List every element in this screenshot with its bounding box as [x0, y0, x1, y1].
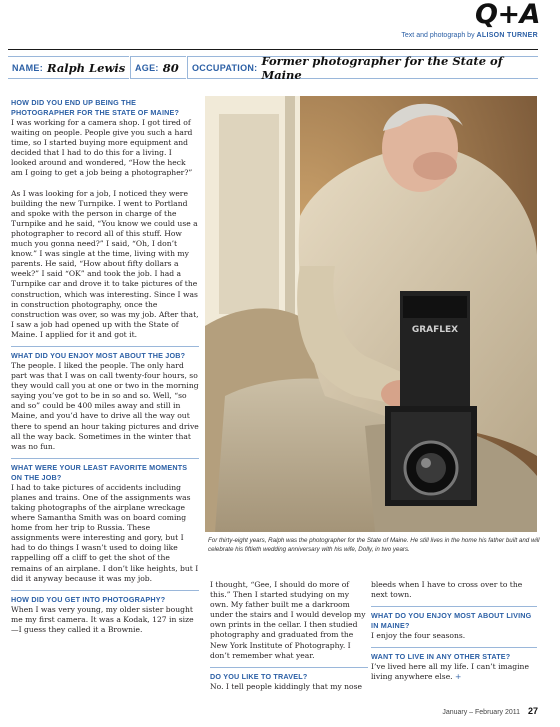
question-heading: HOW DID YOU GET INTO PHOTOGRAPHY?	[11, 594, 166, 604]
answer-paragraph: When I was very young, my older sister bought me my first camera. It was a Kodak, 127 in size—I guess they called it a Brownie.	[11, 604, 194, 634]
question-heading: HOW DID YOU END UP BEING THE PHOTOGRAPHER FOR THE STATE OF MAINE?	[11, 98, 180, 117]
answer-text: I’ve lived here all my life. I can’t imagine living anywhere else.	[371, 662, 529, 682]
right-column	[371, 580, 537, 692]
occupation-label: OCCUPATION:	[192, 62, 258, 73]
answer-paragraph: I had to take pictures of accidents including planes and trains. One of the assignments was taking photographs of the airplane wreckage where Samantha Smith was on board coming home from her trip to Russia. These assignments were interesting and gory, but I had to do things I wasn’t used to doing like rappelling off a cliff to get the shot of the remains of an airplane. I don’t like heights, but I did it anyway because it was my job.	[11, 482, 199, 583]
question-heading: WHAT WERE YOUR LEAST FAVORITE MOMENTS ON THE JOB?	[11, 462, 188, 482]
age-field	[131, 56, 186, 79]
divider	[11, 590, 199, 591]
end-mark-icon: +	[455, 672, 462, 682]
divider	[371, 647, 537, 648]
answer-paragraph: I enjoy the four seasons.	[371, 631, 466, 641]
name-value: Ralph Lewis	[47, 60, 126, 75]
divider	[210, 667, 368, 668]
answer-paragraph	[371, 662, 537, 682]
portrait-photo	[205, 96, 537, 532]
camera-brand-label: GRAFLEX	[411, 325, 459, 335]
photo-credit	[401, 32, 538, 39]
section-title: Q+A	[475, 0, 540, 30]
left-column	[11, 98, 199, 645]
age-label: AGE:	[135, 62, 159, 73]
issue-date: January – February 2011	[442, 709, 521, 716]
divider	[371, 606, 537, 607]
question-heading: DO YOU LIKE TO TRAVEL?	[210, 671, 308, 681]
divider	[11, 346, 199, 347]
photo-caption: For thirty-eight years, Ralph was the photographer for the State of Maine. He still lives in the home his father built and will celebrate his fiftieth wedding anniversary with his wife, Dolly, in two years.	[208, 537, 540, 553]
question-heading: WANT TO LIVE IN ANY OTHER STATE?	[371, 652, 511, 662]
divider	[11, 458, 199, 459]
photo-illustration	[205, 96, 537, 532]
answer-paragraph: bleeds when I have to cross over to the next town.	[371, 580, 523, 600]
top-rule	[8, 49, 538, 50]
page-number: 27	[527, 706, 538, 716]
answer-paragraph: As I was looking for a job, I noticed they were building the new Turnpike. I went to Portland and spoke with the person in charge of the Turnpike and he said, “You know we could use a photographer to record all of this stuff. How much you gonna need?” I said, “Oh, I don’t know.” I was single at the time, living with my parents. He said, “How about fifty dollars a week?” I said “OK” and took the job. I had a Turnpike car and drove it to take pictures of the construction, which was interesting. Since I was in construction photography, once the construction was over, so was my job. After that, I saw a job had opened up with the State of Maine. I applied for it and got it.	[11, 188, 199, 339]
answer-paragraph: I was working for a camera shop. I got tired of waiting on people. People give you such a hard time, so I started buying more equipment and decided that I had to do this for a living. I looked around and wondered, “How the heck am I going to get a job being a photographer?”	[11, 118, 193, 178]
middle-column	[210, 580, 368, 702]
credit-prefix: Text and photograph by	[401, 32, 475, 39]
name-field	[8, 56, 129, 79]
question-heading: WHAT DO YOU ENJOY MOST ABOUT LIVING IN MAINE?	[371, 611, 532, 631]
credit-name: ALISON TURNER	[476, 32, 538, 39]
page-footer	[442, 706, 538, 716]
name-label: NAME:	[12, 62, 43, 73]
occupation-field	[188, 53, 538, 82]
question-heading: WHAT DID YOU ENJOY MOST ABOUT THE JOB?	[11, 350, 186, 360]
age-value: 80	[162, 60, 179, 75]
occupation-value: Former photographer for the State of Maine	[261, 53, 503, 82]
answer-paragraph: I thought, “Gee, I should do more of this.” Then I started studying on my own. My father built me a darkroom under the stairs and I would develop my own prints in the cellar. I then studied photography and graduated from the New York Institute of Photography. I don’t remember what year.	[210, 580, 366, 660]
answer-paragraph: The people. I liked the people. The only hard part was that I was on call twenty-four hours, so they would call you at one or two in the morning saying you’ve got to be in so and so. Well, “so and so” could be 400 miles away and still in Maine, and you’d have to drive all the way out there to spend an hour taking pictures and drive all the way back. Sometimes in the winter that was no fun.	[11, 360, 199, 451]
answer-paragraph: No. I tell people kiddingly that my nose	[210, 681, 363, 691]
